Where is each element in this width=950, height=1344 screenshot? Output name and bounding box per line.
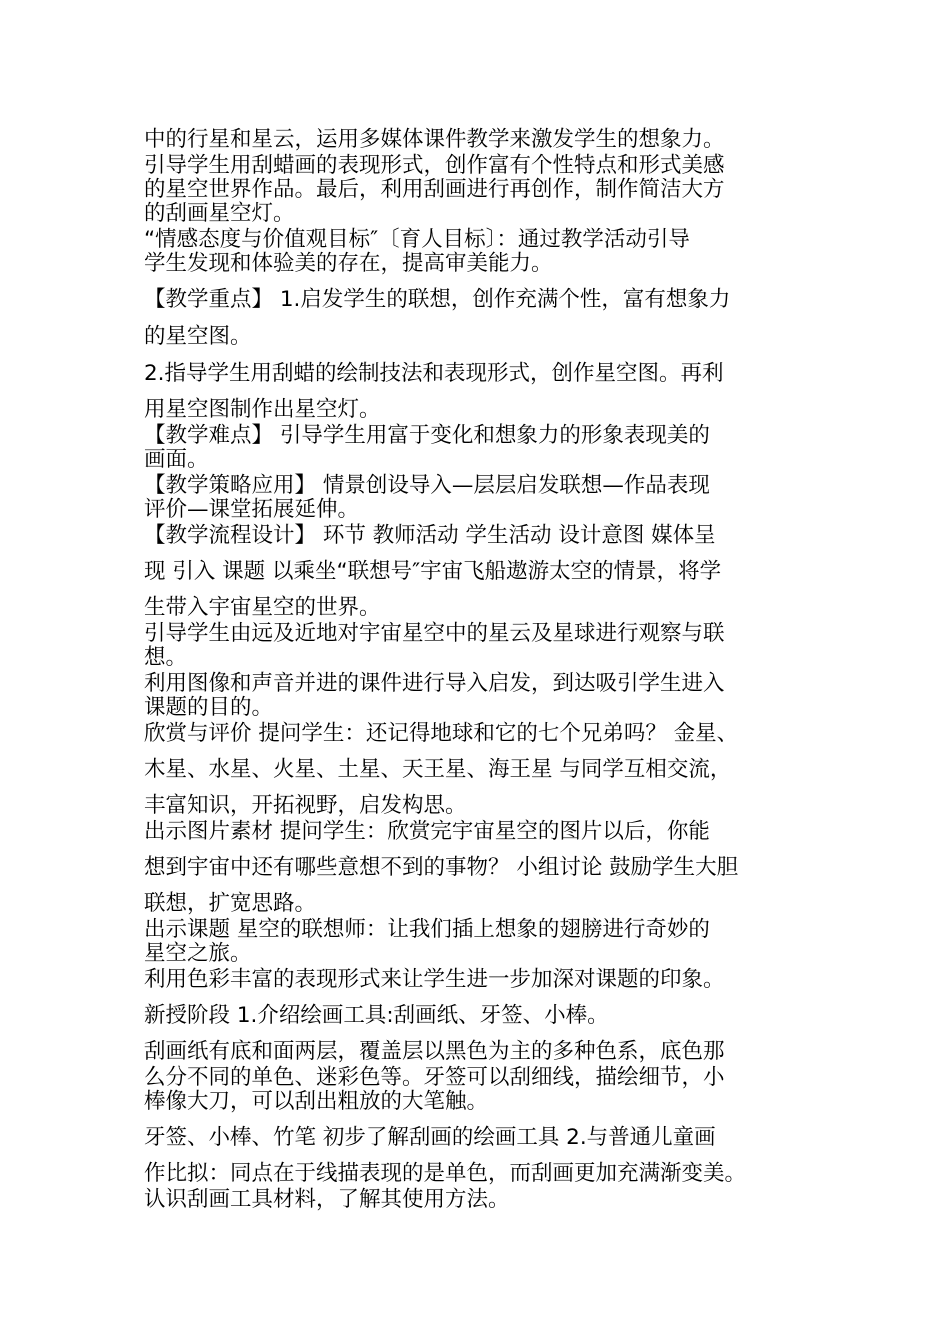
text-line: 作比拟：同点在于线描表现的是单色，而刮画更加充满渐变美。 [144, 1161, 747, 1186]
text-line: 【教学流程设计】 环节 教师活动 学生活动 设计意图 媒体呈 [144, 523, 716, 548]
text-line: 利用图像和声音并进的课件进行导入启发，到达吸引学生进入 [144, 671, 725, 696]
text-line: 星空之旅。 [144, 941, 252, 966]
text-line: 的星空世界作品。最后，利用刮画进行再创作，制作简洁大方 [144, 177, 725, 202]
text-line: 刮画纸有底和面两层，覆盖层以黑色为主的多种色系，底色那 [144, 1039, 725, 1064]
text-line: 么分不同的单色、迷彩色等。牙签可以刮细线，描绘细节，小 [144, 1065, 725, 1090]
text-line: 的星空图。 [144, 324, 252, 349]
text-line: 2.指导学生用刮蜡的绘制技法和表现形式，创作星空图。再利 [144, 361, 724, 386]
text-line: “情感态度与价值观目标″〔育人目标〕：通过教学活动引导 [144, 227, 690, 252]
text-line: 课题的目的。 [144, 695, 274, 720]
text-line: 【教学策略应用】 情景创设导入—层层启发联想—作品表现 [144, 473, 710, 498]
text-line: 的刮画星空灯。 [144, 201, 295, 226]
text-line: 【教学难点】 引导学生用富于变化和想象力的形象表现美的 [144, 423, 710, 448]
text-line: 中的行星和星云，运用多媒体课件教学来激发学生的想象力。 [144, 127, 725, 152]
text-line: 棒像大刀，可以刮出粗放的大笔触。 [144, 1089, 489, 1114]
text-line: 出示课题 星空的联想师：让我们插上想象的翅膀进行奇妙的 [144, 917, 710, 942]
text-line: 牙签、小棒、竹笔 初步了解刮画的绘画工具 2.与普通儿童画 [144, 1125, 716, 1150]
text-line: 利用色彩丰富的表现形式来让学生进一步加深对课题的印象。 [144, 967, 725, 992]
text-line: 【教学重点】 1.启发学生的联想，创作充满个性，富有想象力 [144, 287, 731, 312]
text-line: 认识刮画工具材料，了解其使用方法。 [144, 1187, 510, 1212]
text-line: 欣赏与评价 提问学生：还记得地球和它的七个兄弟吗？ 金星、 [144, 721, 739, 746]
text-line: 出示图片素材 提问学生：欣赏完宇宙星空的图片以后，你能 [144, 819, 710, 844]
text-line: 现 引入 课题 以乘坐“联想号″宇宙飞船遨游太空的情景，将学 [144, 559, 722, 584]
text-line: 丰富知识，开拓视野，启发构思。 [144, 793, 467, 818]
text-line: 画面。 [144, 447, 209, 472]
text-line: 用星空图制作出星空灯。 [144, 397, 381, 422]
text-line: 联想，扩宽思路。 [144, 891, 317, 916]
text-line: 想到宇宙中还有哪些意想不到的事物？ 小组讨论 鼓励学生大胆 [144, 855, 739, 880]
text-line: 学生发现和体验美的存在，提高审美能力。 [144, 251, 553, 276]
text-line: 引导学生用刮蜡画的表现形式，创作富有个性特点和形式美感 [144, 153, 725, 178]
text-line: 想。 [144, 645, 188, 670]
text-line: 引导学生由远及近地对宇宙星空中的星云及星球进行观察与联 [144, 621, 725, 646]
text-line: 生带入宇宙星空的世界。 [144, 595, 381, 620]
text-line: 木星、水星、火星、土星、天王星、海王星 与同学互相交流， [144, 757, 732, 782]
text-line: 评价—课堂拓展延伸。 [144, 497, 360, 522]
text-line: 新授阶段 1.介绍绘画工具:刮画纸、牙签、小棒。 [144, 1003, 609, 1028]
